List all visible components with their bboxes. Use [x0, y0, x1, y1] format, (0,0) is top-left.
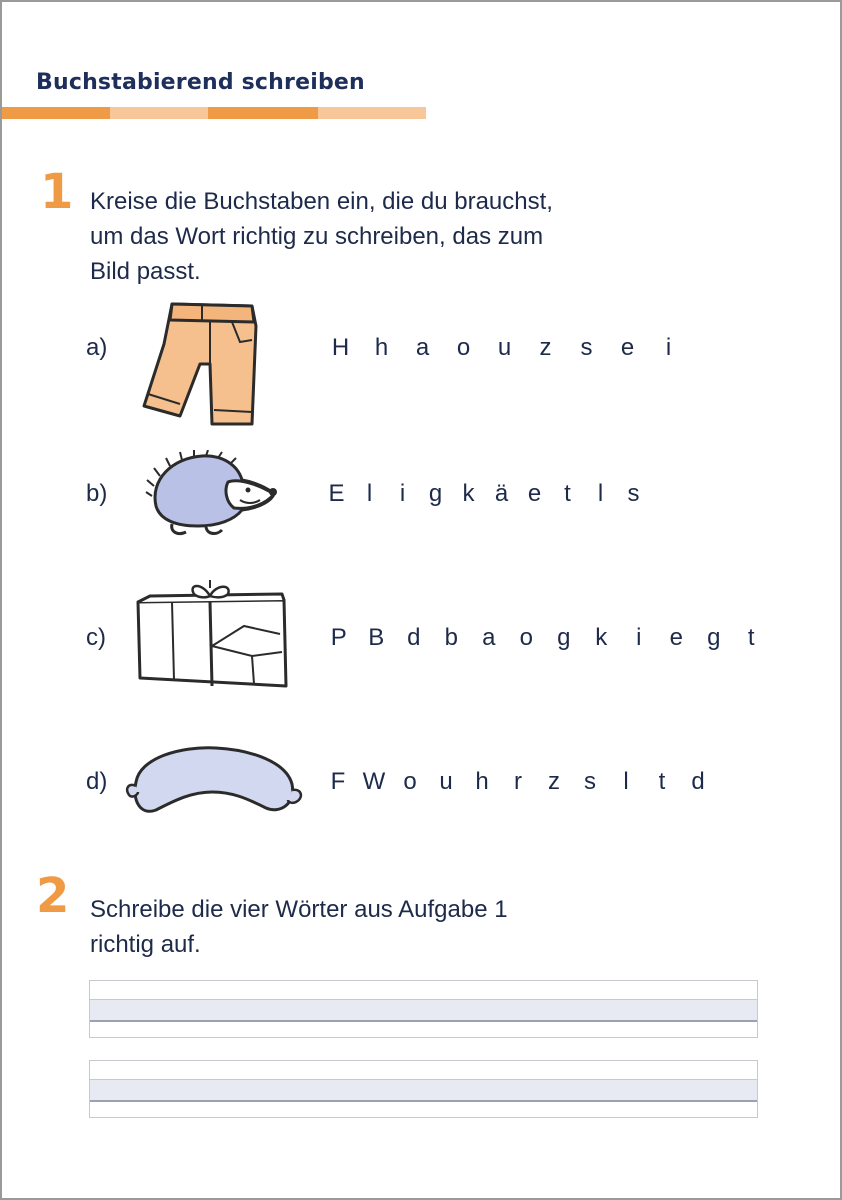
title-underline-segment: [110, 107, 208, 119]
task-number-1: 1: [40, 164, 74, 220]
letter[interactable]: H: [331, 334, 350, 361]
item-label-a: a): [86, 334, 108, 361]
letter[interactable]: o: [519, 624, 533, 651]
writing-line-1[interactable]: [89, 980, 758, 1038]
letter[interactable]: l: [623, 768, 629, 795]
letter[interactable]: t: [564, 480, 571, 507]
gift-package-icon: [132, 576, 292, 694]
letter[interactable]: u: [497, 334, 512, 361]
letter[interactable]: a: [415, 334, 430, 361]
instruction-line: Schreibe die vier Wörter aus Aufgabe 1: [90, 896, 508, 923]
writing-line-midband: [90, 1079, 757, 1102]
letter[interactable]: r: [514, 768, 522, 795]
instruction-line: um das Wort richtig zu schreiben, das zum: [90, 223, 544, 250]
letter[interactable]: F: [330, 768, 346, 795]
letter[interactable]: l: [366, 480, 373, 507]
letter[interactable]: d: [691, 768, 705, 795]
trousers-icon: [140, 298, 264, 432]
letter[interactable]: k: [462, 480, 475, 507]
letter[interactable]: u: [439, 768, 453, 795]
item-label-b: b): [86, 480, 108, 507]
instruction-line: Kreise die Buchstaben ein, die du brauchst,: [90, 188, 553, 215]
item-label-c: c): [86, 624, 106, 651]
writing-line-midband: [90, 999, 757, 1022]
letter[interactable]: t: [658, 768, 666, 795]
hedgehog-icon: [142, 450, 280, 540]
letter[interactable]: ä: [494, 480, 509, 507]
letter[interactable]: i: [665, 334, 672, 361]
letter[interactable]: a: [482, 624, 496, 651]
task-1-instructions: [90, 184, 553, 289]
letter[interactable]: s: [580, 334, 593, 361]
item-label-d: d): [86, 768, 108, 795]
title-underline-segment: [318, 107, 426, 119]
instruction-line: richtig auf.: [90, 931, 201, 958]
task-number-2: 2: [36, 868, 70, 924]
letter[interactable]: o: [403, 768, 417, 795]
letter[interactable]: e: [620, 334, 635, 361]
letter[interactable]: h: [374, 334, 389, 361]
letter[interactable]: e: [527, 480, 542, 507]
letter[interactable]: P: [330, 624, 347, 651]
writing-line-2[interactable]: [89, 1060, 758, 1118]
letter-row-c: [320, 624, 770, 652]
letter[interactable]: t: [747, 624, 755, 651]
letter[interactable]: B: [368, 624, 385, 651]
task-2-instructions: [90, 892, 508, 962]
letter[interactable]: g: [428, 480, 443, 507]
letter[interactable]: i: [399, 480, 406, 507]
letter[interactable]: b: [444, 624, 458, 651]
letter[interactable]: l: [597, 480, 604, 507]
sausage-icon: [120, 744, 306, 822]
letter[interactable]: s: [627, 480, 640, 507]
letter[interactable]: i: [636, 624, 642, 651]
letter-row-d: [320, 768, 716, 796]
letter-row-a: [320, 334, 689, 362]
letter[interactable]: e: [669, 624, 683, 651]
instruction-line: Bild passt.: [90, 258, 201, 285]
title-underline-segment: [2, 107, 110, 119]
page-title: Buchstabierend schreiben: [36, 70, 365, 95]
letter[interactable]: g: [707, 624, 721, 651]
letter[interactable]: s: [584, 768, 596, 795]
title-underline-segment: [208, 107, 318, 119]
letter[interactable]: o: [456, 334, 471, 361]
letter[interactable]: z: [548, 768, 560, 795]
letter[interactable]: k: [595, 624, 608, 651]
letter[interactable]: E: [328, 480, 345, 507]
letter[interactable]: g: [557, 624, 571, 651]
letter[interactable]: W: [362, 768, 386, 795]
letter[interactable]: z: [539, 334, 552, 361]
letter[interactable]: d: [407, 624, 421, 651]
letter-row-b: [320, 480, 650, 508]
letter[interactable]: h: [475, 768, 489, 795]
